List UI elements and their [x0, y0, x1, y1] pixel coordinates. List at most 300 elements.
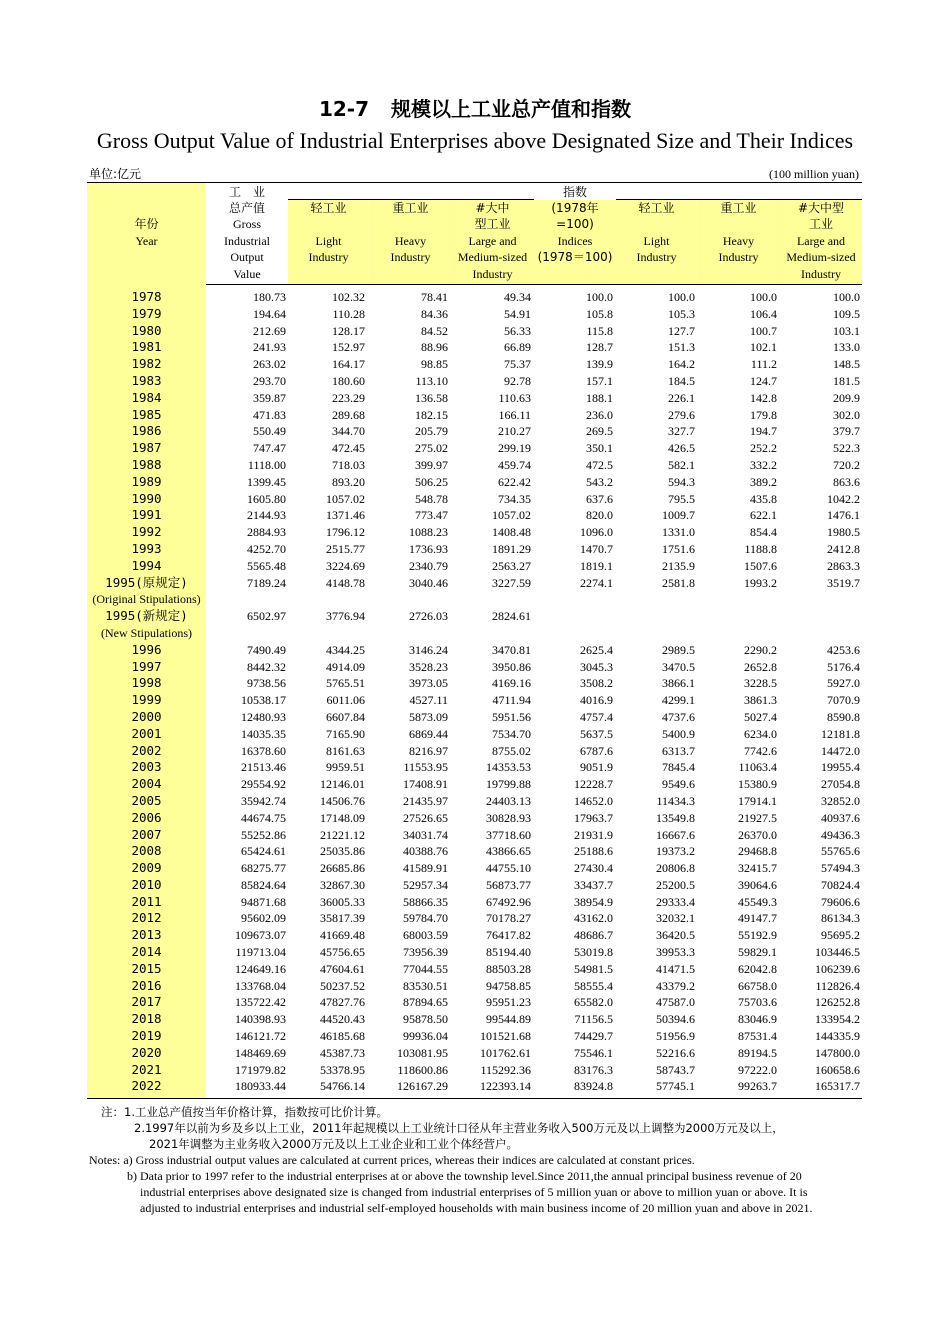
cell-value: 142.8 — [750, 390, 777, 405]
cell-value: 30828.93 — [486, 810, 531, 825]
cell-value: 8161.63 — [326, 743, 365, 758]
row-year: 2001 — [131, 725, 162, 741]
table-row — [87, 575, 862, 592]
row-year: 1995(原规定) — [105, 574, 188, 590]
cell-value: 76417.82 — [486, 928, 531, 943]
row-year: 1999 — [131, 692, 162, 708]
row-year: 2002 — [131, 742, 162, 758]
cell-value: 58866.35 — [403, 894, 448, 909]
table-row — [87, 726, 862, 743]
cell-value: 51956.9 — [656, 1029, 695, 1044]
cell-value: 68003.59 — [403, 928, 448, 943]
cell-value: 102.32 — [332, 290, 365, 304]
cell-value: 3528.23 — [409, 659, 448, 674]
cell-value: 99263.7 — [738, 1079, 777, 1094]
table-row — [87, 323, 862, 340]
cell-value: 75546.1 — [574, 1045, 613, 1060]
cell-value: 3861.3 — [744, 693, 777, 708]
cell-value: 86134.3 — [821, 911, 860, 926]
cell-value: 87531.4 — [738, 1029, 777, 1044]
header-year: 年份 Year — [87, 183, 206, 284]
cell-value: 133.0 — [833, 340, 860, 355]
row-year: 1984 — [131, 389, 162, 405]
row-year: 1988 — [131, 456, 162, 472]
cell-value: 32867.30 — [320, 877, 365, 892]
cell-value: 3519.7 — [827, 575, 860, 590]
cell-value: 543.2 — [586, 474, 613, 489]
cell-value: 109673.07 — [235, 928, 286, 943]
table-row — [87, 541, 862, 558]
cell-value: 74429.7 — [574, 1029, 613, 1044]
cell-value: 53378.95 — [320, 1062, 365, 1077]
cell-value: 53019.8 — [574, 945, 613, 960]
cell-value: 110.63 — [498, 390, 531, 405]
row-year: 2018 — [131, 1011, 162, 1027]
header-indices: (1978年=100) Indices (1978＝100) — [534, 200, 616, 284]
cell-value: 100.0 — [833, 290, 860, 304]
cell-value: 106239.6 — [815, 961, 860, 976]
row-year: 1998 — [131, 675, 162, 691]
cell-value: 293.70 — [253, 373, 286, 388]
cell-value: 2884.93 — [247, 525, 286, 540]
table-number: 12-7 — [318, 97, 370, 121]
cell-value: 45387.73 — [320, 1045, 365, 1060]
cell-value: 854.4 — [750, 525, 777, 540]
cell-value: 6787.6 — [580, 743, 613, 758]
cell-value: 3224.69 — [326, 558, 365, 573]
cell-value: 327.7 — [668, 424, 695, 439]
cell-value: 118600.86 — [397, 1062, 448, 1077]
cell-value: 100.0 — [668, 290, 695, 304]
cell-value: 34031.74 — [403, 827, 448, 842]
cell-value: 2135.9 — [662, 558, 695, 573]
cell-value: 14652.0 — [574, 793, 613, 808]
cell-value: 7165.90 — [326, 726, 365, 741]
cell-value: 2274.1 — [580, 575, 613, 590]
header-light: 轻工业 Light Industry — [288, 200, 369, 284]
cell-value: 103.1 — [833, 323, 860, 338]
cell-value: 49147.7 — [738, 911, 777, 926]
cell-value: 4737.6 — [662, 709, 695, 724]
cell-value: 194.7 — [750, 424, 777, 439]
cell-value: 75.37 — [504, 357, 531, 372]
unit-label-cn: 单位:亿元 — [89, 167, 142, 181]
cell-value: 71156.5 — [574, 1012, 613, 1027]
cell-value: 103081.95 — [397, 1045, 448, 1060]
cell-value: 157.1 — [586, 373, 613, 388]
cell-value: 105.8 — [586, 306, 613, 321]
row-year: 1995(新规定) — [105, 608, 188, 624]
cell-value: 4253.6 — [827, 642, 860, 657]
cell-value: 893.20 — [332, 474, 365, 489]
cell-value: 52216.6 — [656, 1045, 695, 1060]
cell-value: 2989.5 — [662, 642, 695, 657]
cell-value: 1891.29 — [492, 541, 531, 556]
row-year: 2000 — [131, 708, 162, 724]
cell-value: 70178.27 — [486, 911, 531, 926]
cell-value: 48686.7 — [574, 928, 613, 943]
cell-value: 94871.68 — [241, 894, 286, 909]
header-gross-output: 工 业 总产值 Gross Industrial Output Value — [224, 185, 270, 281]
cell-value: 6011.06 — [326, 693, 365, 708]
cell-value: 622.1 — [750, 508, 777, 523]
cell-value: 350.1 — [586, 441, 613, 456]
cell-value: 56.33 — [504, 323, 531, 338]
cell-value: 135722.42 — [235, 995, 286, 1010]
cell-value: 88.96 — [421, 340, 448, 355]
cell-value: 2563.27 — [492, 558, 531, 573]
cell-value: 9051.9 — [580, 760, 613, 775]
cell-value: 637.6 — [586, 491, 613, 506]
cell-value: 241.93 — [253, 340, 286, 355]
cell-value: 332.2 — [750, 457, 777, 472]
cell-value: 226.1 — [668, 390, 695, 405]
cell-value: 29468.8 — [738, 844, 777, 859]
cell-value: 15380.9 — [738, 777, 777, 792]
row-year: 2022 — [131, 1078, 162, 1094]
cell-value: 279.6 — [668, 407, 695, 422]
cell-value: 58555.4 — [574, 978, 613, 993]
cell-value: 212.69 — [253, 323, 286, 338]
table-row — [87, 1028, 862, 1045]
cell-value: 550.49 — [253, 424, 286, 439]
table-row — [87, 860, 862, 877]
row-year: 1993 — [131, 540, 162, 556]
cell-value: 2726.03 — [409, 609, 448, 624]
row-year: 2017 — [131, 994, 162, 1010]
cell-value: 3973.05 — [409, 676, 448, 691]
cell-value: 1009.7 — [662, 508, 695, 523]
cell-value: 3146.24 — [409, 642, 448, 657]
cell-value: 83924.8 — [574, 1079, 613, 1094]
row-year: 1997 — [131, 658, 162, 674]
cell-value: 115292.36 — [480, 1062, 531, 1077]
cell-value: 83176.3 — [574, 1062, 613, 1077]
cell-value: 223.29 — [332, 390, 365, 405]
cell-value: 622.42 — [498, 474, 531, 489]
cell-value: 275.02 — [415, 441, 448, 456]
row-year: (Original Stipulations) — [92, 592, 201, 607]
cell-value: 29333.4 — [656, 894, 695, 909]
table-row — [87, 827, 862, 844]
cell-value: 25200.5 — [656, 877, 695, 892]
cell-value: 10538.17 — [241, 693, 286, 708]
cell-value: 3045.3 — [580, 659, 613, 674]
cell-value: 133954.2 — [815, 1012, 860, 1027]
cell-value: 21927.5 — [738, 810, 777, 825]
cell-value: 17148.09 — [320, 810, 365, 825]
cell-value: 35942.74 — [241, 793, 286, 808]
row-year: 2015 — [131, 960, 162, 976]
cell-value: 1796.12 — [326, 525, 365, 540]
table-row — [87, 642, 862, 659]
cell-value: 2581.8 — [662, 575, 695, 590]
cell-value: 435.8 — [750, 491, 777, 506]
cell-value: 594.3 — [668, 474, 695, 489]
cell-value: 110.28 — [332, 306, 365, 321]
cell-value: 85824.64 — [241, 877, 286, 892]
cell-value: 459.74 — [498, 457, 531, 472]
table-row — [87, 356, 862, 373]
cell-value: 40388.76 — [403, 844, 448, 859]
note-en-3: industrial enterprises above designated size is changed from industrial enterprises of 5 million yuan or above to million yuan or above. It is — [140, 1185, 808, 1199]
cell-value: 164.2 — [668, 357, 695, 372]
cell-value: 2625.4 — [580, 642, 613, 657]
cell-value: 14506.76 — [320, 793, 365, 808]
row-year: 2003 — [131, 759, 162, 775]
cell-value: 6869.44 — [409, 726, 448, 741]
cell-value: 127.7 — [668, 323, 695, 338]
cell-value: 24403.13 — [486, 793, 531, 808]
cell-value: 5951.56 — [492, 709, 531, 724]
cell-value: 115.8 — [586, 323, 613, 338]
cell-value: 62042.8 — [738, 961, 777, 976]
cell-value: 75703.6 — [738, 995, 777, 1010]
cell-value: 1993.2 — [744, 575, 777, 590]
row-year: (New Stipulations) — [101, 625, 192, 640]
cell-value: 113.10 — [415, 373, 448, 388]
cell-value: 9738.56 — [247, 676, 286, 691]
cell-value: 128.17 — [332, 323, 365, 338]
table-row — [87, 524, 862, 541]
cell-value: 47587.0 — [656, 995, 695, 1010]
cell-value: 36420.5 — [656, 928, 695, 943]
table-row — [87, 591, 862, 608]
table-row — [87, 507, 862, 524]
cell-value: 84.36 — [421, 306, 448, 321]
row-year: 1990 — [131, 490, 162, 506]
row-year: 2013 — [131, 927, 162, 943]
cell-value: 6502.97 — [247, 609, 286, 624]
row-year: 1978 — [131, 289, 162, 304]
table-row — [87, 877, 862, 894]
cell-value: 1476.1 — [827, 508, 860, 523]
table-row — [87, 743, 862, 760]
row-year: 1981 — [131, 339, 162, 355]
cell-value: 140398.93 — [235, 1012, 286, 1027]
cell-value: 84.52 — [421, 323, 448, 338]
cell-value: 136.58 — [415, 390, 448, 405]
cell-value: 40937.6 — [821, 810, 860, 825]
cell-value: 188.1 — [586, 390, 613, 405]
cell-value: 4252.70 — [247, 541, 286, 556]
cell-value: 1980.5 — [827, 525, 860, 540]
table-row — [87, 608, 862, 625]
cell-value: 94758.85 — [486, 978, 531, 993]
row-year: 2010 — [131, 876, 162, 892]
cell-value: 299.19 — [498, 441, 531, 456]
cell-value: 77044.55 — [403, 961, 448, 976]
cell-value: 8755.02 — [492, 743, 531, 758]
cell-value: 54766.14 — [320, 1079, 365, 1094]
cell-value: 11434.3 — [656, 793, 695, 808]
cell-value: 2515.77 — [326, 541, 365, 556]
cell-value: 2412.8 — [827, 541, 860, 556]
note-cn-1: 注：1.工业总产值按当年价格计算，指数按可比价计算。 — [101, 1105, 388, 1119]
note-cn-3: 2021年调整为主业务收入2000万元及以上工业企业和工业个体经营户。 — [149, 1137, 519, 1151]
row-year: 2005 — [131, 792, 162, 808]
cell-value: 21513.46 — [241, 760, 286, 775]
cell-value: 70824.4 — [821, 877, 860, 892]
row-year: 2007 — [131, 826, 162, 842]
cell-value: 49.34 — [504, 290, 531, 304]
cell-value: 9549.6 — [662, 777, 695, 792]
cell-value: 6313.7 — [662, 743, 695, 758]
cell-value: 2652.8 — [744, 659, 777, 674]
table-row — [87, 810, 862, 827]
cell-value: 100.0 — [586, 290, 613, 304]
cell-value: 21221.12 — [320, 827, 365, 842]
cell-value: 44520.43 — [320, 1012, 365, 1027]
table-row — [87, 457, 862, 474]
row-year: 1989 — [131, 473, 162, 489]
cell-value: 32415.7 — [738, 861, 777, 876]
cell-value: 12146.01 — [320, 777, 365, 792]
cell-value: 26685.86 — [320, 861, 365, 876]
header-indices-group: 指数 — [562, 185, 587, 199]
cell-value: 180.73 — [253, 290, 286, 304]
cell-value: 65582.0 — [574, 995, 613, 1010]
cell-value: 8442.32 — [247, 659, 286, 674]
cell-value: 95695.2 — [821, 928, 860, 943]
cell-value: 148.5 — [833, 357, 860, 372]
cell-value: 4169.16 — [492, 676, 531, 691]
cell-value: 3470.81 — [492, 642, 531, 657]
cell-value: 122393.14 — [480, 1079, 531, 1094]
cell-value: 1408.48 — [492, 525, 531, 540]
cell-value: 5765.51 — [326, 676, 365, 691]
table-row — [87, 558, 862, 575]
cell-value: 21435.97 — [403, 793, 448, 808]
table-row — [87, 491, 862, 508]
row-year: 2021 — [131, 1061, 162, 1077]
cell-value: 160658.6 — [815, 1062, 860, 1077]
cell-value: 4711.94 — [492, 693, 531, 708]
cell-value: 4757.4 — [580, 709, 613, 724]
cell-value: 182.15 — [415, 407, 448, 422]
cell-value: 426.5 — [668, 441, 695, 456]
row-year: 1987 — [131, 440, 162, 456]
row-year: 2020 — [131, 1044, 162, 1060]
cell-value: 83530.51 — [403, 978, 448, 993]
cell-value: 103446.5 — [815, 945, 860, 960]
cell-value: 98.85 — [421, 357, 448, 372]
cell-value: 2144.93 — [247, 508, 286, 523]
cell-value: 124.7 — [750, 373, 777, 388]
cell-value: 119713.04 — [235, 945, 286, 960]
table-row — [87, 474, 862, 491]
cell-value: 773.47 — [415, 508, 448, 523]
row-year: 1983 — [131, 372, 162, 388]
note-en-4: adjusted to industrial enterprises and industrial self-employed households with main business income of 20 million yuan and above in 2021. — [140, 1201, 813, 1215]
cell-value: 39953.3 — [656, 945, 695, 960]
cell-value: 5027.4 — [744, 709, 777, 724]
cell-value: 399.97 — [415, 457, 448, 472]
cell-value: 7845.4 — [662, 760, 695, 775]
cell-value: 472.5 — [586, 457, 613, 472]
row-year: 2011 — [131, 893, 162, 909]
cell-value: 5637.5 — [580, 726, 613, 741]
cell-value: 5176.4 — [827, 659, 860, 674]
cell-value: 3776.94 — [326, 609, 365, 624]
cell-value: 144335.9 — [815, 1029, 860, 1044]
cell-value: 68275.77 — [241, 861, 286, 876]
cell-value: 146121.72 — [235, 1029, 286, 1044]
cell-value: 1399.45 — [247, 474, 286, 489]
cell-value: 79606.6 — [821, 894, 860, 909]
table-header — [87, 182, 862, 285]
cell-value: 4299.1 — [662, 693, 695, 708]
table-row — [87, 423, 862, 440]
table-row — [87, 1011, 862, 1028]
cell-value: 16378.60 — [241, 743, 286, 758]
cell-value: 41589.91 — [403, 861, 448, 876]
row-year: 1991 — [131, 507, 162, 523]
cell-value: 1096.0 — [580, 525, 613, 540]
cell-value: 1188.8 — [744, 541, 777, 556]
cell-value: 8216.97 — [409, 743, 448, 758]
table-bottom-rule — [87, 1098, 862, 1099]
table-row — [87, 659, 862, 676]
cell-value: 863.6 — [833, 474, 860, 489]
cell-value: 14353.53 — [486, 760, 531, 775]
cell-value: 95951.23 — [486, 995, 531, 1010]
table-row — [87, 894, 862, 911]
cell-value: 8590.8 — [827, 709, 860, 724]
cell-value: 4914.09 — [326, 659, 365, 674]
cell-value: 19799.88 — [486, 777, 531, 792]
cell-value: 44755.10 — [486, 861, 531, 876]
header-index-large-medium: #大中型 工业 Large and Medium-sized Industry — [780, 200, 862, 284]
cell-value: 26370.0 — [738, 827, 777, 842]
cell-value: 7070.9 — [827, 693, 860, 708]
cell-value: 548.78 — [415, 491, 448, 506]
cell-value: 54.91 — [504, 306, 531, 321]
row-year: 2004 — [131, 776, 162, 792]
table-row — [87, 709, 862, 726]
cell-value: 2824.61 — [492, 609, 531, 624]
cell-value: 269.5 — [586, 424, 613, 439]
cell-value: 2290.2 — [744, 642, 777, 657]
cell-value: 89194.5 — [738, 1045, 777, 1060]
cell-value: 3040.46 — [409, 575, 448, 590]
cell-value: 151.3 — [668, 340, 695, 355]
table-row — [87, 675, 862, 692]
cell-value: 17408.91 — [403, 777, 448, 792]
cell-value: 3866.1 — [662, 676, 695, 691]
cell-value: 252.2 — [750, 441, 777, 456]
cell-value: 5400.9 — [662, 726, 695, 741]
cell-value: 820.0 — [586, 508, 613, 523]
cell-value: 87894.65 — [403, 995, 448, 1010]
cell-value: 52957.34 — [403, 877, 448, 892]
table-row — [87, 440, 862, 457]
cell-value: 21931.9 — [574, 827, 613, 842]
header-index-light: 轻工业 Light Industry — [616, 200, 697, 284]
cell-value: 1057.02 — [492, 508, 531, 523]
cell-value: 44674.75 — [241, 810, 286, 825]
cell-value: 1605.80 — [247, 491, 286, 506]
cell-value: 124649.16 — [235, 961, 286, 976]
table-row — [87, 759, 862, 776]
cell-value: 263.02 — [253, 357, 286, 372]
cell-value: 49436.3 — [821, 827, 860, 842]
cell-value: 27054.8 — [821, 777, 860, 792]
cell-value: 379.7 — [833, 424, 860, 439]
cell-value: 99936.04 — [403, 1029, 448, 1044]
cell-value: 55252.86 — [241, 827, 286, 842]
cell-value: 65424.61 — [241, 844, 286, 859]
